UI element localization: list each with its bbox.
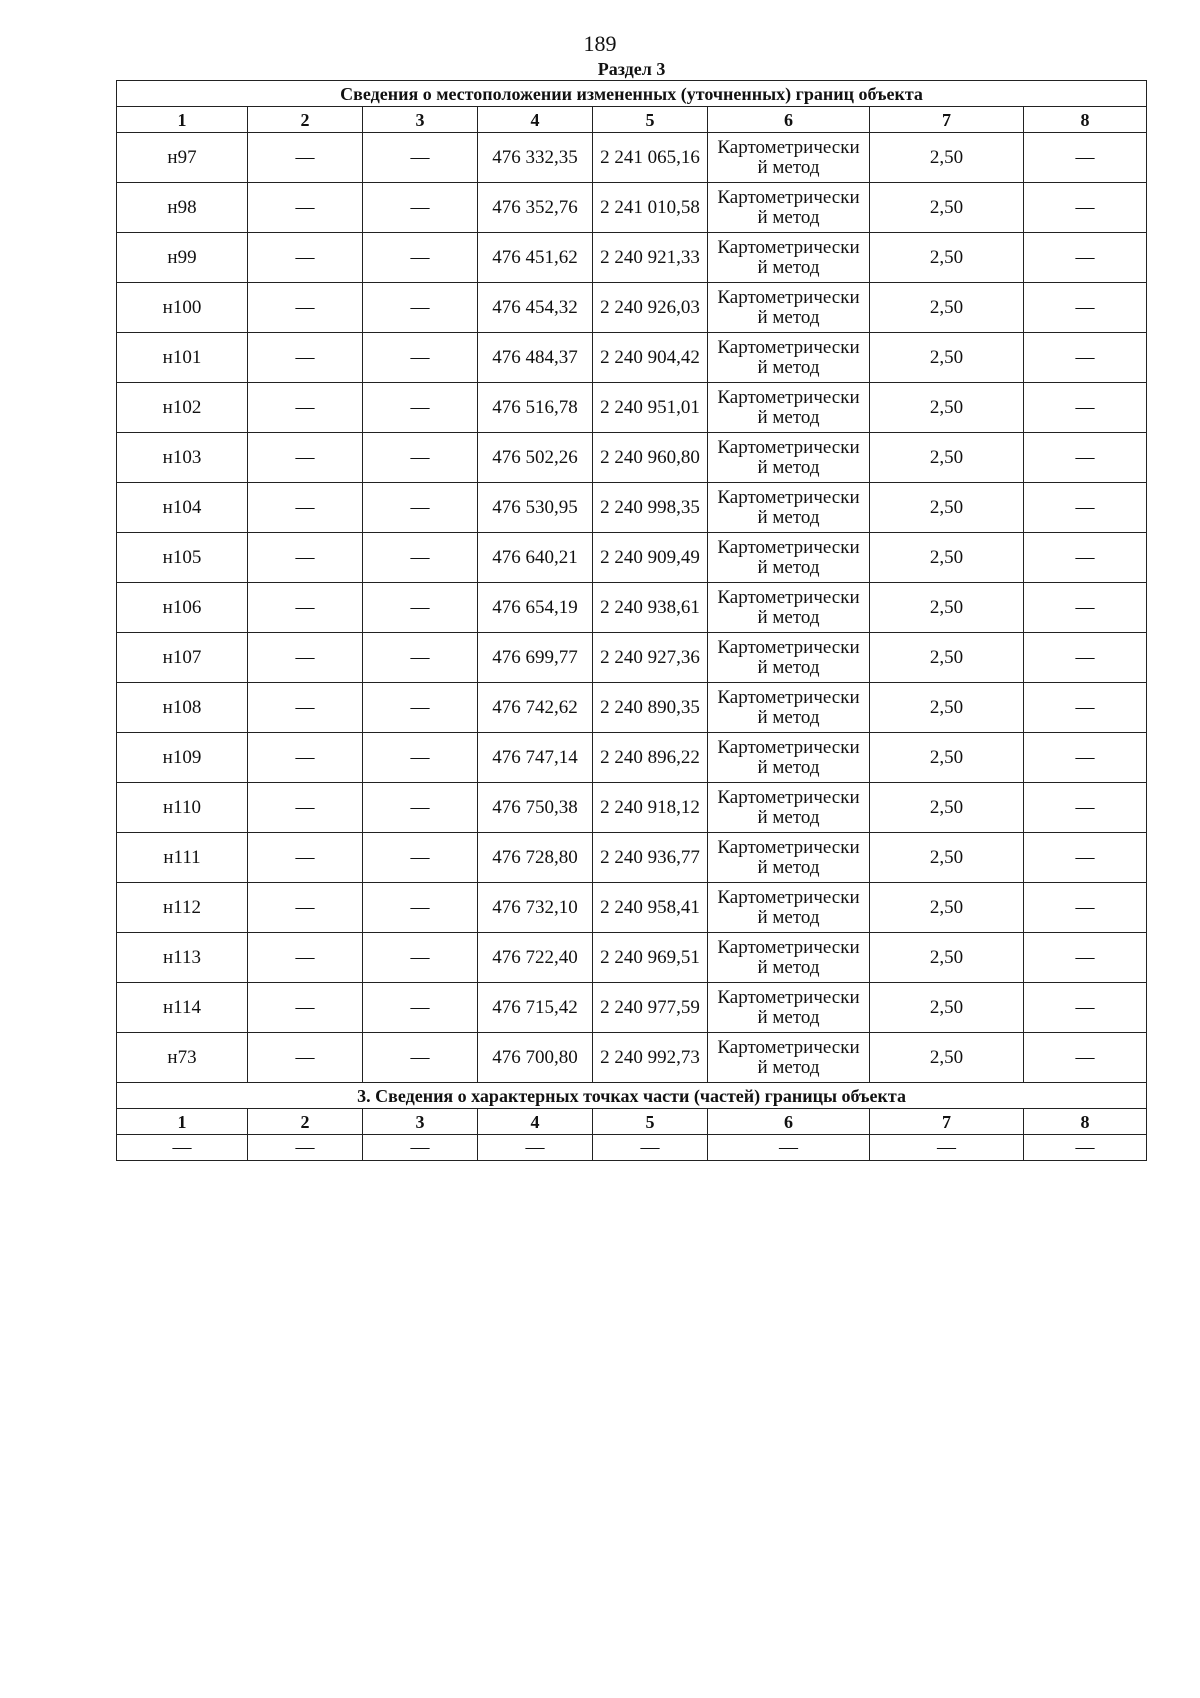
dash-cell: — <box>363 983 478 1033</box>
table-row <box>117 483 1147 533</box>
x-coordinate-cell: 476 332,35 <box>478 133 593 183</box>
dash-cell: — <box>363 583 478 633</box>
accuracy-cell: 2,50 <box>870 233 1024 283</box>
boundary-points-table <box>116 58 1147 1161</box>
dash-cell: — <box>248 133 363 183</box>
accuracy-cell: 2,50 <box>870 733 1024 783</box>
dash-cell: — <box>248 233 363 283</box>
x-coordinate-cell: 476 352,76 <box>478 183 593 233</box>
table-row <box>117 383 1147 433</box>
point-cell: н109 <box>117 733 248 783</box>
y-coordinate-cell: 2 240 977,59 <box>593 983 708 1033</box>
column-number-row <box>117 107 1147 133</box>
x-coordinate-cell: 476 742,62 <box>478 683 593 733</box>
method-line: й метод <box>757 556 820 578</box>
method-line: Картометрически <box>717 386 860 408</box>
method-cell <box>708 283 870 333</box>
section-label: Раздел 3 <box>597 59 666 79</box>
y-coordinate-cell: 2 240 918,12 <box>593 783 708 833</box>
point-cell: н105 <box>117 533 248 583</box>
table-row <box>117 833 1147 883</box>
dash-cell: — <box>363 783 478 833</box>
dash-cell: — <box>1024 833 1147 883</box>
y-coordinate-cell: 2 240 951,01 <box>593 383 708 433</box>
method-line: й метод <box>757 1006 820 1028</box>
method-cell <box>708 583 870 633</box>
y-coordinate-cell: 2 240 936,77 <box>593 833 708 883</box>
table-row <box>117 133 1147 183</box>
method-cell <box>708 133 870 183</box>
accuracy-cell: 2,50 <box>870 433 1024 483</box>
column-number: 8 <box>1024 1109 1147 1135</box>
dash-cell: — <box>1024 183 1147 233</box>
table-row <box>117 683 1147 733</box>
column-number: 1 <box>117 107 248 133</box>
table-row <box>117 733 1147 783</box>
dash-cell: — <box>1024 433 1147 483</box>
table-row <box>117 233 1147 283</box>
method-line: Картометрически <box>717 1036 860 1058</box>
method-cell <box>708 883 870 933</box>
y-coordinate-cell: 2 240 960,80 <box>593 433 708 483</box>
dash-cell: — <box>248 733 363 783</box>
dash-cell: — <box>363 833 478 883</box>
accuracy-cell: 2,50 <box>870 333 1024 383</box>
x-coordinate-cell: 476 732,10 <box>478 883 593 933</box>
point-cell: н98 <box>117 183 248 233</box>
dash-cell: — <box>363 1033 478 1083</box>
empty-cell: — <box>363 1135 478 1161</box>
accuracy-cell: 2,50 <box>870 533 1024 583</box>
x-coordinate-cell: 476 451,62 <box>478 233 593 283</box>
x-coordinate-cell: 476 750,38 <box>478 783 593 833</box>
table-title: Сведения о местоположении измененных (уточненных) границ объекта <box>117 81 1147 107</box>
y-coordinate-cell: 2 240 926,03 <box>593 283 708 333</box>
point-cell: н107 <box>117 633 248 683</box>
subsection-column-number-row <box>117 1109 1147 1135</box>
accuracy-cell: 2,50 <box>870 483 1024 533</box>
method-line: й метод <box>757 756 820 778</box>
page-number: 189 <box>583 31 617 56</box>
table-row <box>117 583 1147 633</box>
accuracy-cell: 2,50 <box>870 283 1024 333</box>
x-coordinate-cell: 476 502,26 <box>478 433 593 483</box>
y-coordinate-cell: 2 240 904,42 <box>593 333 708 383</box>
dash-cell: — <box>363 433 478 483</box>
method-line: Картометрически <box>717 636 860 658</box>
method-line: й метод <box>757 506 820 528</box>
method-cell <box>708 683 870 733</box>
method-cell <box>708 783 870 833</box>
accuracy-cell: 2,50 <box>870 833 1024 883</box>
subsection-title: 3. Сведения о характерных точках части (частей) границы объекта <box>117 1083 1147 1109</box>
column-number: 3 <box>363 107 478 133</box>
dash-cell: — <box>248 933 363 983</box>
column-number: 2 <box>248 107 363 133</box>
y-coordinate-cell: 2 240 938,61 <box>593 583 708 633</box>
dash-cell: — <box>248 283 363 333</box>
dash-cell: — <box>1024 333 1147 383</box>
y-coordinate-cell: 2 240 927,36 <box>593 633 708 683</box>
dash-cell: — <box>248 483 363 533</box>
empty-cell: — <box>478 1135 593 1161</box>
dash-cell: — <box>1024 1033 1147 1083</box>
accuracy-cell: 2,50 <box>870 133 1024 183</box>
point-cell: н103 <box>117 433 248 483</box>
y-coordinate-cell: 2 240 890,35 <box>593 683 708 733</box>
dash-cell: — <box>248 883 363 933</box>
dash-cell: — <box>248 633 363 683</box>
point-cell: н114 <box>117 983 248 1033</box>
x-coordinate-cell: 476 484,37 <box>478 333 593 383</box>
empty-cell: — <box>870 1135 1024 1161</box>
x-coordinate-cell: 476 715,42 <box>478 983 593 1033</box>
column-number: 7 <box>870 107 1024 133</box>
empty-cell: — <box>1024 1135 1147 1161</box>
column-number: 5 <box>593 107 708 133</box>
table-row <box>117 783 1147 833</box>
table-row <box>117 333 1147 383</box>
x-coordinate-cell: 476 747,14 <box>478 733 593 783</box>
x-coordinate-cell: 476 728,80 <box>478 833 593 883</box>
y-coordinate-cell: 2 240 998,35 <box>593 483 708 533</box>
accuracy-cell: 2,50 <box>870 383 1024 433</box>
y-coordinate-cell: 2 240 896,22 <box>593 733 708 783</box>
table-row <box>117 533 1147 583</box>
method-line: Картометрически <box>717 336 860 358</box>
dash-cell: — <box>248 1033 363 1083</box>
dash-cell: — <box>363 483 478 533</box>
method-line: й метод <box>757 406 820 428</box>
y-coordinate-cell: 2 241 065,16 <box>593 133 708 183</box>
x-coordinate-cell: 476 700,80 <box>478 1033 593 1083</box>
column-number: 6 <box>708 1109 870 1135</box>
method-cell <box>708 483 870 533</box>
method-cell <box>708 983 870 1033</box>
y-coordinate-cell: 2 240 969,51 <box>593 933 708 983</box>
column-number: 8 <box>1024 107 1147 133</box>
method-line: Картометрически <box>717 936 860 958</box>
method-cell <box>708 333 870 383</box>
dash-cell: — <box>363 133 478 183</box>
method-line: й метод <box>757 806 820 828</box>
dash-cell: — <box>248 583 363 633</box>
x-coordinate-cell: 476 722,40 <box>478 933 593 983</box>
accuracy-cell: 2,50 <box>870 633 1024 683</box>
column-number: 1 <box>117 1109 248 1135</box>
dash-cell: — <box>1024 483 1147 533</box>
y-coordinate-cell: 2 240 992,73 <box>593 1033 708 1083</box>
method-line: й метод <box>757 306 820 328</box>
dash-cell: — <box>1024 383 1147 433</box>
method-line: Картометрически <box>717 136 860 158</box>
method-cell <box>708 833 870 883</box>
accuracy-cell: 2,50 <box>870 933 1024 983</box>
method-cell <box>708 933 870 983</box>
accuracy-cell: 2,50 <box>870 883 1024 933</box>
dash-cell: — <box>363 933 478 983</box>
method-line: Картометрически <box>717 536 860 558</box>
table-row <box>117 983 1147 1033</box>
column-number: 3 <box>363 1109 478 1135</box>
method-line: Картометрически <box>717 586 860 608</box>
dash-cell: — <box>1024 983 1147 1033</box>
method-line: й метод <box>757 706 820 728</box>
dash-cell: — <box>1024 533 1147 583</box>
y-coordinate-cell: 2 240 958,41 <box>593 883 708 933</box>
y-coordinate-cell: 2 240 909,49 <box>593 533 708 583</box>
method-line: Картометрически <box>717 486 860 508</box>
table-row <box>117 433 1147 483</box>
dash-cell: — <box>248 833 363 883</box>
y-coordinate-cell: 2 241 010,58 <box>593 183 708 233</box>
accuracy-cell: 2,50 <box>870 1033 1024 1083</box>
method-line: й метод <box>757 206 820 228</box>
method-cell <box>708 383 870 433</box>
point-cell: н111 <box>117 833 248 883</box>
table-row <box>117 183 1147 233</box>
empty-cell: — <box>248 1135 363 1161</box>
accuracy-cell: 2,50 <box>870 783 1024 833</box>
dash-cell: — <box>1024 633 1147 683</box>
point-cell: н101 <box>117 333 248 383</box>
method-line: й метод <box>757 256 820 278</box>
dash-cell: — <box>1024 883 1147 933</box>
method-line: Картометрически <box>717 986 860 1008</box>
x-coordinate-cell: 476 454,32 <box>478 283 593 333</box>
table-row <box>117 1033 1147 1083</box>
point-cell: н112 <box>117 883 248 933</box>
dash-cell: — <box>248 183 363 233</box>
column-number: 6 <box>708 107 870 133</box>
method-line: Картометрически <box>717 286 860 308</box>
y-coordinate-cell: 2 240 921,33 <box>593 233 708 283</box>
column-number: 2 <box>248 1109 363 1135</box>
subsection-empty-row <box>117 1135 1147 1161</box>
dash-cell: — <box>1024 233 1147 283</box>
point-cell: н102 <box>117 383 248 433</box>
method-cell <box>708 433 870 483</box>
method-cell <box>708 233 870 283</box>
method-line: й метод <box>757 356 820 378</box>
dash-cell: — <box>363 233 478 283</box>
dash-cell: — <box>1024 683 1147 733</box>
point-cell: н73 <box>117 1033 248 1083</box>
method-line: Картометрически <box>717 236 860 258</box>
column-number: 4 <box>478 1109 593 1135</box>
column-number: 4 <box>478 107 593 133</box>
point-cell: н113 <box>117 933 248 983</box>
dash-cell: — <box>363 383 478 433</box>
method-line: й метод <box>757 1056 820 1078</box>
method-line: Картометрически <box>717 736 860 758</box>
method-line: Картометрически <box>717 836 860 858</box>
dash-cell: — <box>1024 733 1147 783</box>
method-line: й метод <box>757 156 820 178</box>
dash-cell: — <box>363 283 478 333</box>
point-cell: н108 <box>117 683 248 733</box>
point-cell: н110 <box>117 783 248 833</box>
method-cell <box>708 183 870 233</box>
dash-cell: — <box>248 983 363 1033</box>
accuracy-cell: 2,50 <box>870 983 1024 1033</box>
method-cell <box>708 533 870 583</box>
dash-cell: — <box>248 383 363 433</box>
method-line: Картометрически <box>717 686 860 708</box>
method-line: Картометрически <box>717 436 860 458</box>
dash-cell: — <box>1024 133 1147 183</box>
method-cell <box>708 633 870 683</box>
x-coordinate-cell: 476 654,19 <box>478 583 593 633</box>
method-cell <box>708 1033 870 1083</box>
accuracy-cell: 2,50 <box>870 583 1024 633</box>
dash-cell: — <box>363 533 478 583</box>
method-line: й метод <box>757 906 820 928</box>
table-row <box>117 633 1147 683</box>
method-line: Картометрически <box>717 886 860 908</box>
x-coordinate-cell: 476 516,78 <box>478 383 593 433</box>
x-coordinate-cell: 476 530,95 <box>478 483 593 533</box>
dash-cell: — <box>248 683 363 733</box>
method-line: й метод <box>757 456 820 478</box>
point-cell: н97 <box>117 133 248 183</box>
method-cell <box>708 733 870 783</box>
dash-cell: — <box>248 333 363 383</box>
method-line: й метод <box>757 856 820 878</box>
table-row <box>117 883 1147 933</box>
point-cell: н99 <box>117 233 248 283</box>
dash-cell: — <box>363 683 478 733</box>
dash-cell: — <box>363 883 478 933</box>
empty-cell: — <box>117 1135 248 1161</box>
dash-cell: — <box>1024 933 1147 983</box>
x-coordinate-cell: 476 640,21 <box>478 533 593 583</box>
dash-cell: — <box>248 533 363 583</box>
method-line: й метод <box>757 656 820 678</box>
dash-cell: — <box>363 733 478 783</box>
accuracy-cell: 2,50 <box>870 183 1024 233</box>
empty-cell: — <box>708 1135 870 1161</box>
dash-cell: — <box>363 333 478 383</box>
column-number: 7 <box>870 1109 1024 1135</box>
accuracy-cell: 2,50 <box>870 683 1024 733</box>
point-cell: н104 <box>117 483 248 533</box>
column-number: 5 <box>593 1109 708 1135</box>
dash-cell: — <box>1024 783 1147 833</box>
method-line: й метод <box>757 606 820 628</box>
method-line: Картометрически <box>717 786 860 808</box>
point-cell: н106 <box>117 583 248 633</box>
dash-cell: — <box>1024 583 1147 633</box>
point-cell: н100 <box>117 283 248 333</box>
empty-cell: — <box>593 1135 708 1161</box>
table-row <box>117 933 1147 983</box>
dash-cell: — <box>363 633 478 683</box>
dash-cell: — <box>248 783 363 833</box>
method-line: й метод <box>757 956 820 978</box>
method-line: Картометрически <box>717 186 860 208</box>
table-row <box>117 283 1147 333</box>
dash-cell: — <box>1024 283 1147 333</box>
x-coordinate-cell: 476 699,77 <box>478 633 593 683</box>
dash-cell: — <box>248 433 363 483</box>
dash-cell: — <box>363 183 478 233</box>
